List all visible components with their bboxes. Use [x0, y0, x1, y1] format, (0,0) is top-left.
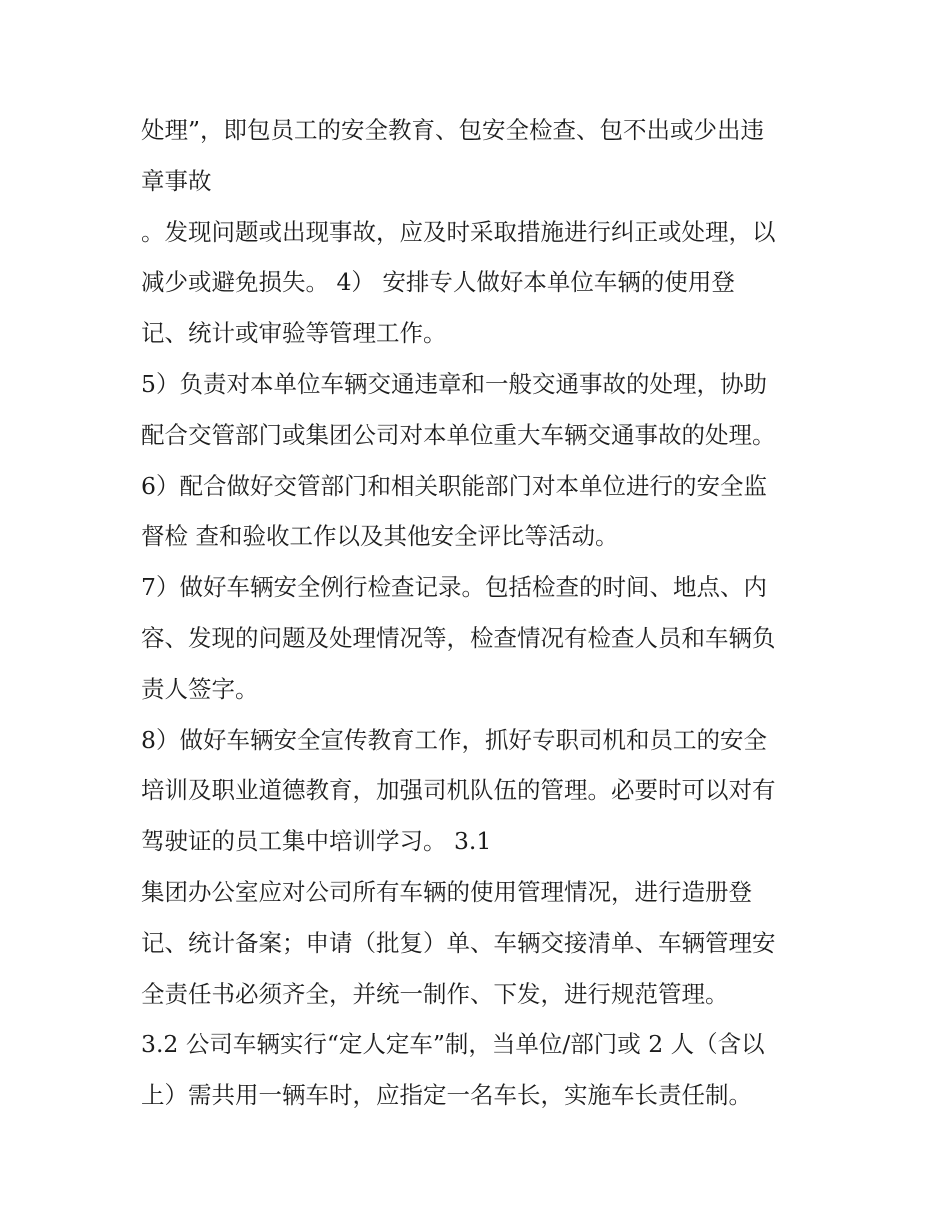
- text-line: 督检 查和验收工作以及其他安全评比等活动。: [141, 522, 619, 551]
- text-line: 6）配合做好交管部门和相关职能部门对本单位进行的安全监: [141, 471, 767, 500]
- text-line: 7）做好车辆安全例行检查记录。包括检查的时间、地点、内: [141, 573, 767, 602]
- text-line: 驾驶证的员工集中培训学习。 3.1: [141, 827, 492, 856]
- text-line: 上）需共用一辆车时，应指定一名车长，实施车长责任制。: [141, 1081, 752, 1110]
- text-line: 集团办公室应对公司所有车辆的使用管理情况，进行造册登: [141, 877, 752, 906]
- text-line: 记、统计或审验等管理工作。: [141, 319, 447, 348]
- text-line: 全责任书必须齐全，并统一制作、下发，进行规范管理。: [141, 979, 729, 1008]
- text-line: 配合交管部门或集团公司对本单位重大车辆交通事故的处理。: [141, 420, 776, 449]
- text-line: 记、统计备案；申请（批复）单、车辆交接清单、车辆管理安: [141, 928, 776, 957]
- text-line: 处理”，即包员工的安全教育、包安全检查、包不出或少出违: [141, 116, 765, 144]
- text-line: 培训及职业道德教育，加强司机队伍的管理。必要时可以对有: [141, 776, 776, 805]
- text-line: 责人签字。: [141, 674, 259, 703]
- text-line: 5）负责对本单位车辆交通违章和一般交通事故的处理，协助: [141, 369, 767, 398]
- text-line: 。发现问题或出现事故，应及时采取措施进行纠正或处理，以: [141, 217, 776, 246]
- text-line: 容、发现的问题及处理情况等，检查情况有检查人员和车辆负: [141, 623, 776, 652]
- text-line: 章事故: [141, 166, 212, 195]
- document-body: [141, 105, 821, 1121]
- text-line: 8）做好车辆安全宣传教育工作，抓好专职司机和员工的安全: [141, 725, 767, 754]
- text-line: 减少或避免损失。 4） 安排专人做好本单位车辆的使用登: [141, 268, 735, 297]
- text-line: 3.2 公司车辆实行“定人定车”制，当单位/部门或 2 人（含以: [141, 1030, 765, 1059]
